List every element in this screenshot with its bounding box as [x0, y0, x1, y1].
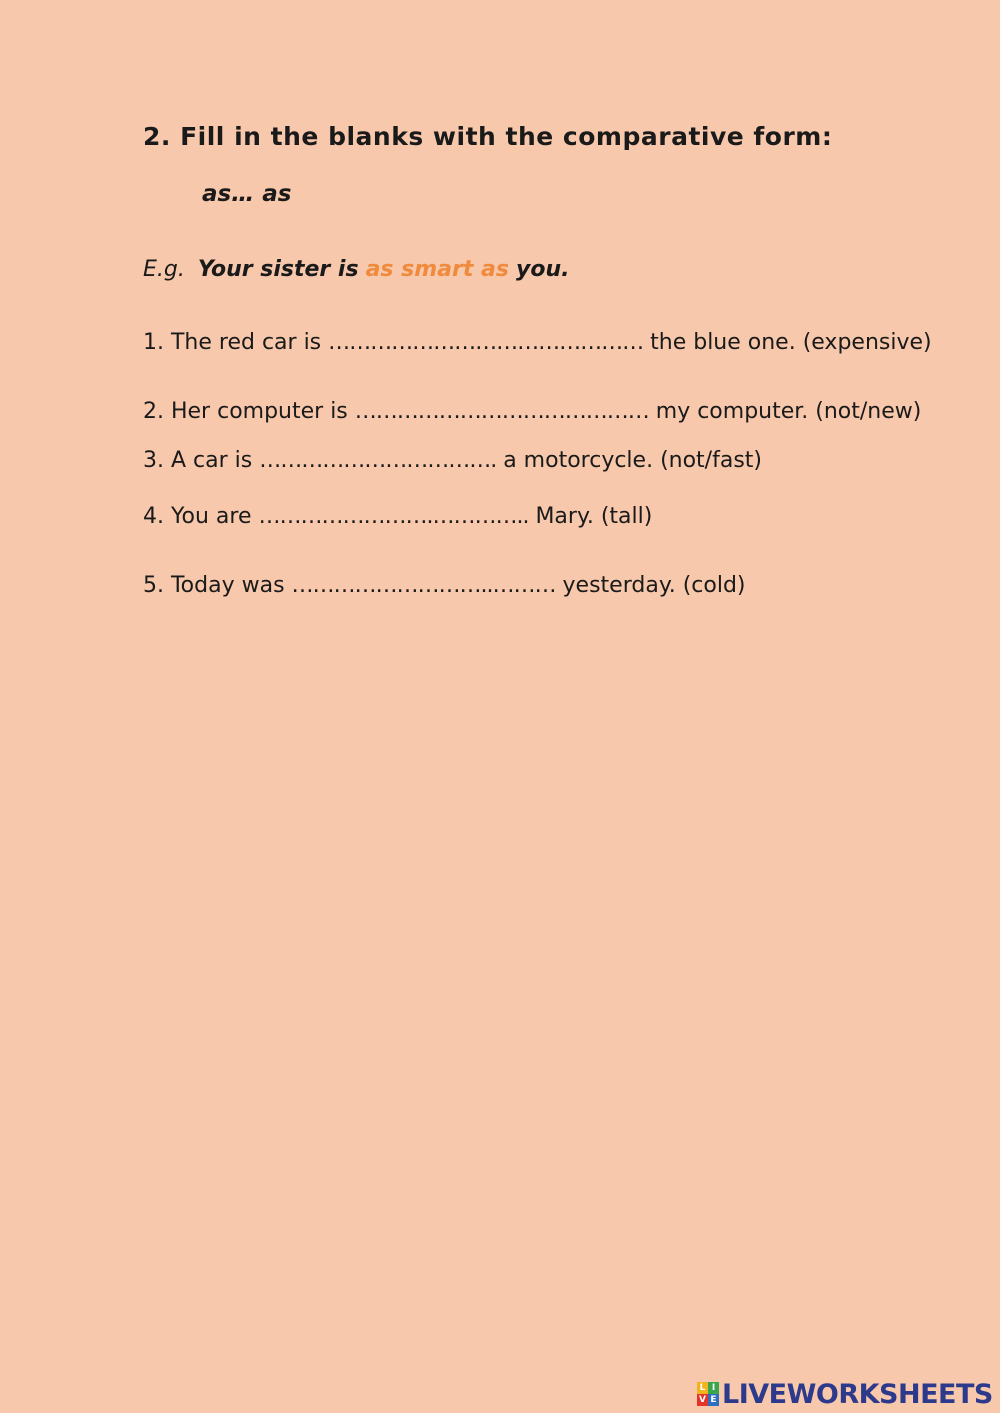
item-start: 5. Today was — [143, 573, 292, 598]
item-start: 4. You are — [143, 504, 259, 529]
example-sentence — [143, 257, 569, 282]
logo-letter-i: I — [708, 1382, 719, 1394]
answer-blank[interactable]: ……………………………………… — [328, 330, 644, 355]
liveworksheets-logo — [697, 1380, 993, 1408]
example-after: you. — [516, 257, 570, 282]
answer-blank[interactable]: ……………………………. — [259, 448, 497, 473]
item-end: the blue one. (expensive) — [643, 330, 932, 355]
item-start: 3. A car is — [143, 448, 260, 473]
exercise-item-4 — [143, 504, 652, 529]
exercise-pattern: as… as — [202, 181, 292, 207]
logo-text: LIVEWORKSHEETS — [722, 1378, 993, 1410]
item-start: 2. Her computer is — [143, 399, 355, 424]
exercise-item-3 — [143, 448, 762, 473]
example-prefix: E.g. — [143, 257, 185, 282]
logo-letter-l: L — [697, 1382, 708, 1394]
exercise-item-5 — [143, 573, 746, 598]
answer-blank[interactable]: ………………………..……… — [291, 573, 556, 598]
exercise-item-2 — [143, 399, 921, 424]
item-start: 1. The red car is — [143, 330, 329, 355]
example-before: Your sister is — [197, 257, 359, 282]
item-end: yesterday. (cold) — [555, 573, 746, 598]
answer-blank[interactable]: …………………….………….. — [258, 504, 529, 529]
answer-blank[interactable]: …………………………………… — [354, 399, 649, 424]
item-end: my computer. (not/new) — [648, 399, 922, 424]
exercise-item-1 — [143, 330, 932, 355]
item-end: Mary. (tall) — [528, 504, 653, 529]
exercise-heading: 2. Fill in the blanks with the comparative form: — [143, 122, 833, 151]
logo-letter-e: E — [708, 1394, 719, 1406]
item-end: a motorcycle. (not/fast) — [496, 448, 762, 473]
logo-mark-icon — [697, 1382, 719, 1406]
logo-letter-v: V — [697, 1394, 708, 1406]
example-highlight: as smart as — [365, 257, 509, 282]
